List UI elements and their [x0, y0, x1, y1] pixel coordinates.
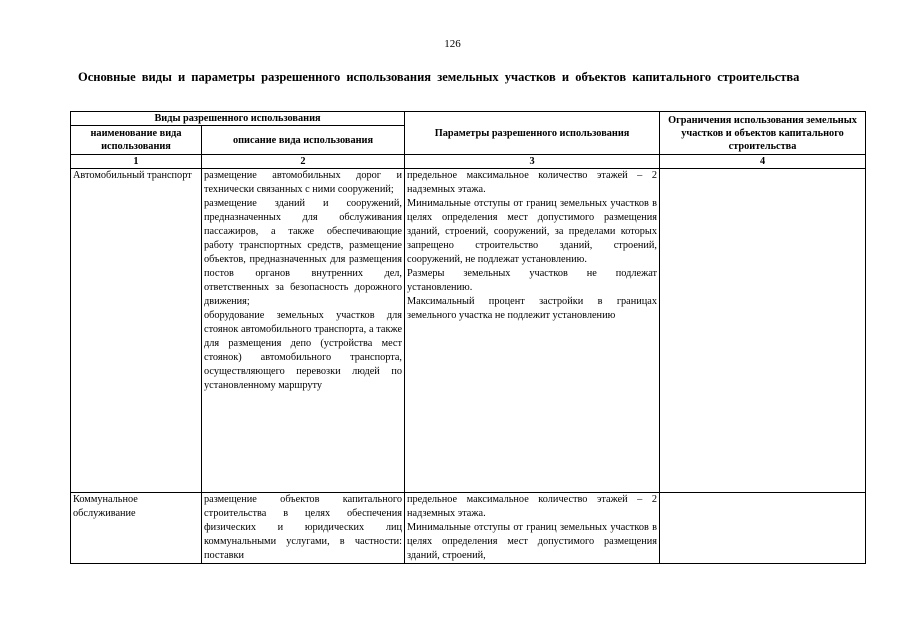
- land-use-table: [70, 111, 866, 564]
- use-parameters-cell: [405, 169, 660, 493]
- table-row: [71, 493, 866, 564]
- header-name: наименование вида использования: [71, 126, 202, 155]
- description-paragraph: оборудование земельных участков для стоянок автомобильного транспорта, а также для размещения депо (устройства мест стоянок) автомобильного транспорта, осуществляющего перевозки людей по установленному маршруту: [204, 310, 403, 391]
- table-row: [71, 169, 866, 493]
- use-parameters-cell: [405, 493, 660, 564]
- description-paragraph: размещение автомобильных дорог и технически связанных с ними сооружений;: [204, 170, 403, 195]
- parameter-paragraph: Минимальные отступы от границ земельных участков в целях определения мест допустимого размещения зданий, строений, сооружений, за пределами которых запрещено строительство зданий, строений, сооружений, не подлежат установлению.: [407, 198, 658, 265]
- parameter-paragraph: предельное максимальное количество этажей – 2 надземных этажа.: [407, 494, 658, 519]
- description-paragraph: размещение объектов капитального строительства в целях обеспечения физических и юридических лиц коммунальными услугами, в частности: поставки: [204, 494, 403, 561]
- use-name-cell: [71, 169, 202, 493]
- column-number-3: 3: [405, 155, 660, 169]
- header-description: описание вида использования: [202, 126, 405, 155]
- use-name-cell: [71, 493, 202, 564]
- use-restrictions-cell: [660, 493, 866, 564]
- parameter-paragraph: Максимальный процент застройки в границах земельного участка не подлежит установлению: [407, 296, 658, 321]
- use-name: Коммунальное обслуживание: [73, 494, 138, 519]
- column-number-4: 4: [660, 155, 866, 169]
- parameter-paragraph: Минимальные отступы от границ земельных участков в целях определения мест допустимого размещения зданий, строений,: [407, 522, 658, 561]
- use-description-cell: [202, 169, 405, 493]
- use-name: Автомобильный транспорт: [73, 170, 192, 181]
- column-number-1: 1: [71, 155, 202, 169]
- header-group-types: Виды разрешенного использования: [71, 112, 405, 126]
- document-title: Основные виды и параметры разрешенного использования земельных участков и объектов капитального строительства: [78, 70, 800, 84]
- use-description-cell: [202, 493, 405, 564]
- use-restrictions-cell: [660, 169, 866, 493]
- parameter-paragraph: Размеры земельных участков не подлежат установлению.: [407, 268, 658, 293]
- parameter-paragraph: предельное максимальное количество этажей – 2 надземных этажа.: [407, 170, 658, 195]
- header-restrictions: Ограничения использования земельных участков и объектов капитального строительства: [660, 112, 866, 155]
- description-paragraph: размещение зданий и сооружений, предназначенных для обслуживания пассажиров, а также обеспечивающие работу транспортных средств, размещение объектов, предназначенных для размещения постов органов внутренних дел, ответственных за безопасность дорожного движения;: [204, 198, 403, 307]
- page-number: 126: [444, 38, 461, 50]
- header-parameters: Параметры разрешенного использования: [405, 112, 660, 155]
- column-number-2: 2: [202, 155, 405, 169]
